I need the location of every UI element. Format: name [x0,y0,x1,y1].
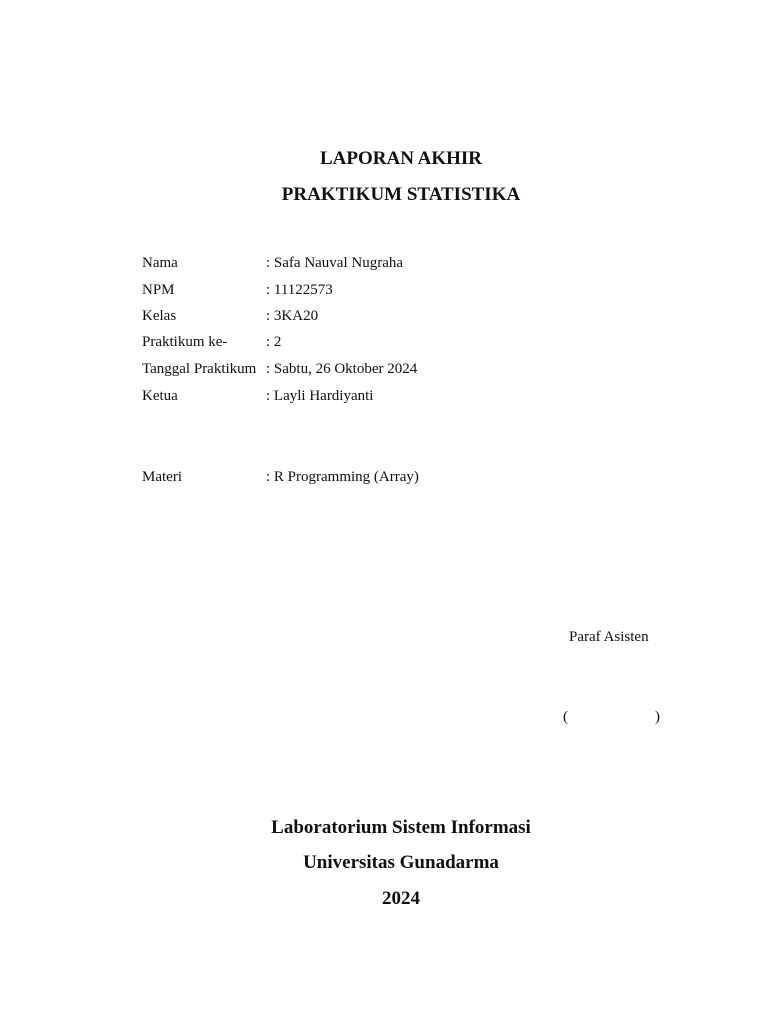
info-value: : Sabtu, 26 Oktober 2024 [266,361,418,377]
report-subtitle: PRAKTIKUM STATISTIKA [281,184,521,205]
info-label: Praktikum ke- [142,334,228,350]
info-row-nama [142,253,403,273]
info-value: : 2 [266,334,282,350]
info-row-ketua [142,386,373,406]
info-row-tanggal [142,359,417,379]
report-title: LAPORAN AKHIR [319,148,483,169]
info-row-materi [142,467,419,487]
info-label: Nama [142,255,178,271]
info-label: Ketua [142,388,178,404]
footer-university: Universitas Gunadarma [303,852,499,873]
info-label: Kelas [142,308,177,324]
footer-year: 2024 [382,888,420,909]
info-row-kelas [142,306,318,326]
info-value: : 11122573 [266,282,333,298]
info-value: : Safa Nauval Nugraha [266,255,404,271]
info-value: : R Programming (Array) [266,469,419,485]
info-value: : Layli Hardiyanti [266,388,374,404]
signature-bracket-close: ) [655,709,660,725]
info-label: Tanggal Praktikum [142,361,257,377]
info-label: NPM [142,282,175,298]
footer-lab-name: Laboratorium Sistem Informasi [271,817,531,838]
signature-bracket-open: ( [563,709,568,725]
info-row-praktikum [142,332,281,352]
info-label: Materi [142,469,182,485]
info-row-npm [142,280,333,300]
info-value: : 3KA20 [266,308,319,324]
signature-label: Paraf Asisten [569,629,649,645]
